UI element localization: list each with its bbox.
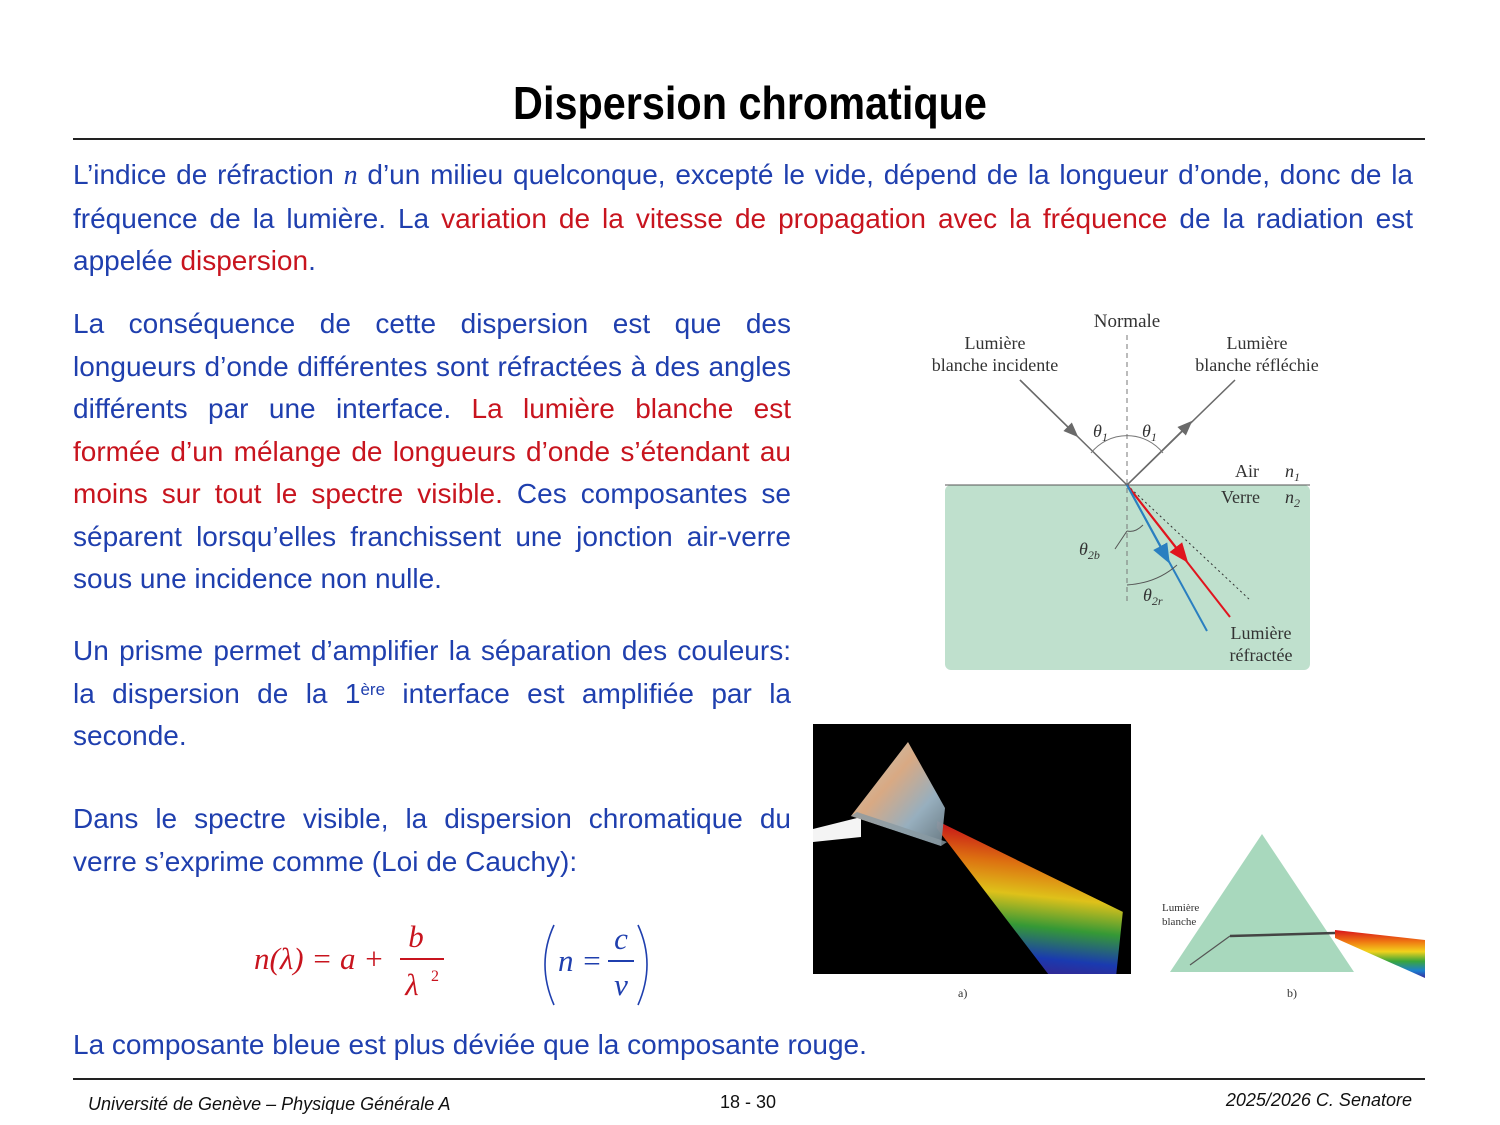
prism-text-1: Un prisme permet d’amplifier la séparation des couleurs: la dispersion de la 1 — [73, 635, 791, 709]
n2-label: $n_2$ — [1285, 487, 1300, 510]
formula-lhs: n(λ) = a + — [254, 941, 385, 976]
variable-n: n — [343, 160, 358, 191]
relation-lhs: n = — [558, 943, 603, 978]
footer-divider — [73, 1078, 1425, 1080]
reflected-label-1: Lumière — [1226, 333, 1288, 353]
theta2r-label: $\theta_{2r}$ — [1143, 585, 1163, 608]
consequence-text-3: Ces composantes se séparent lorsqu’elles franchissent une jonction air-verre sous une incidence non nulle. — [73, 478, 791, 594]
normal-label: Normale — [1093, 311, 1161, 332]
verre-label: Verre — [1221, 487, 1260, 507]
n1-label: $n_1$ — [1285, 461, 1300, 484]
prism-text-2: interface est amplifiée par la seconde. — [73, 677, 791, 751]
intro-text-4: de la radiation est appelée — [73, 202, 1414, 276]
reflected-label-2: blanche réfléchie — [1195, 355, 1319, 375]
theta1-right: $\theta_1$ — [1142, 421, 1157, 444]
cauchy-formula — [240, 915, 660, 1015]
refraction-diagram — [895, 305, 1360, 680]
superscript-ere: ère — [360, 679, 386, 699]
intro-highlight-dispersion: dispersion — [180, 245, 309, 276]
prism-photo — [813, 724, 1131, 974]
consequence-paragraph — [73, 303, 791, 601]
right-paren — [638, 925, 647, 1005]
theta2b-label: $\theta_{2b}$ — [1079, 539, 1100, 562]
theta1-left: $\theta_1$ — [1093, 421, 1108, 444]
consequence-text-1: La conséquence de cette dispersion est que des longueurs d’onde différentes sont réfractées à des angles différents par une interface. — [73, 308, 791, 424]
intro-highlight-variation: variation de la vitesse de propagation avec la fréquence — [441, 202, 1168, 234]
incident-label-1: Lumière — [964, 333, 1026, 353]
intro-text-6: . — [308, 245, 316, 276]
photo-label-a: a) — [958, 986, 968, 1000]
page-number: 18 - 30 — [720, 1092, 777, 1112]
intro-text-2: d’un milieu quelconque, excepté le vide, dépend de la longueur d’onde, donc de la fréquence de la lumière. La — [73, 159, 1413, 234]
formula-exponent: 2 — [431, 968, 439, 985]
intro-text-1: L’indice de réfraction — [73, 159, 344, 190]
slide-title: Dispersion chromatique — [513, 77, 987, 129]
formula-numerator: b — [408, 919, 424, 954]
intro-paragraph — [73, 154, 1413, 283]
relation-numerator: c — [614, 921, 628, 956]
prism-label-1: Lumière — [1162, 902, 1200, 914]
photo-label-b: b) — [1287, 986, 1297, 1000]
prism-label-2: blanche — [1162, 916, 1197, 928]
conclusion-text: La composante bleue est plus déviée que la composante rouge. — [73, 1029, 867, 1060]
cauchy-paragraph: Dans le spectre visible, la dispersion chromatique du verre s’exprime comme (Loi de Cauchy): — [73, 803, 791, 877]
relation-denominator: v — [614, 967, 628, 1002]
prism-paragraph — [73, 630, 791, 758]
refracted-label-1: Lumière — [1230, 623, 1292, 643]
refracted-label-2: réfractée — [1229, 645, 1293, 665]
prism-dispersion-diagram — [1160, 830, 1425, 980]
incident-label-2: blanche incidente — [931, 355, 1059, 375]
left-paren — [545, 925, 554, 1005]
footer-university: Université de Genève – Physique Générale A — [88, 1094, 451, 1114]
title-divider — [73, 138, 1425, 140]
air-label: Air — [1235, 461, 1259, 481]
footer-author: 2025/2026 C. Senatore — [1225, 1090, 1412, 1110]
formula-denominator: λ — [405, 967, 419, 1002]
consequence-highlight: La lumière blanche est formée d’un mélange de longueurs d’onde s’étendant au moins sur tout le spectre visible. — [73, 393, 791, 509]
